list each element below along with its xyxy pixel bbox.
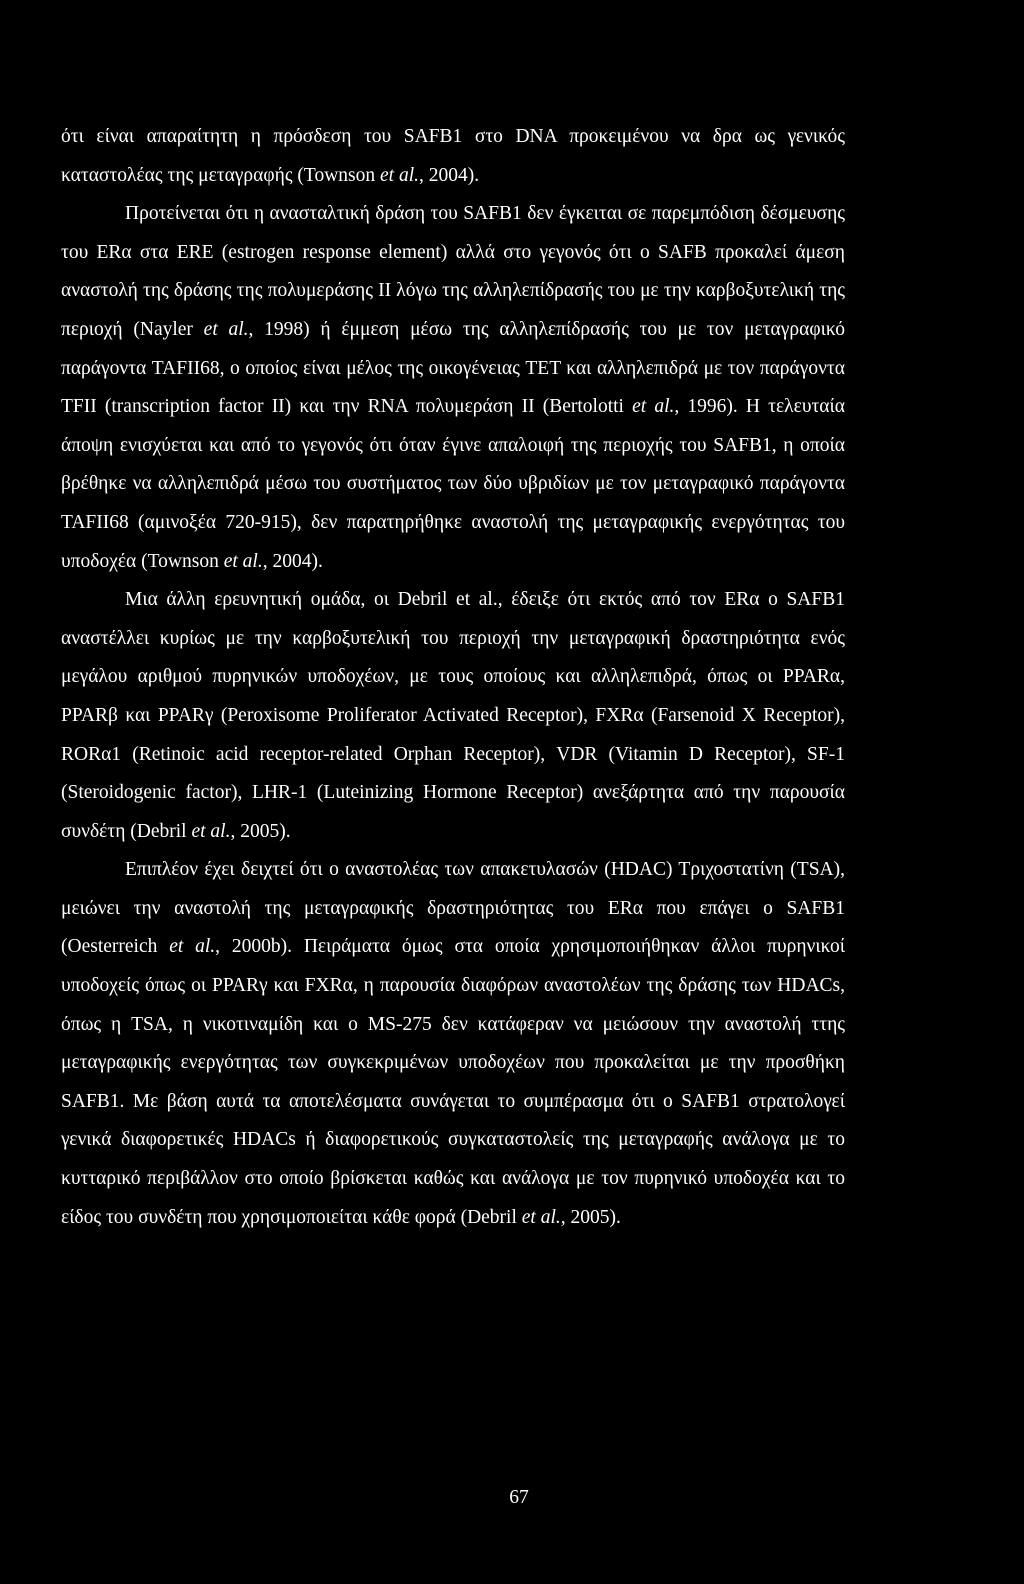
text-run: , 2004). [262,550,323,572]
citation-italic: et al. [191,820,231,842]
text-run: Μια άλλη ερευνητική ομάδα, οι Debril et al., έδειξε ότι εκτός από τον ERα ο SAFB1 αναστέλλει κυρίως με την καρβοξυτελική του περιοχή την μεταγραφική δραστηριότητα ενός μεγάλου αριθμού πυρηνικών υποδοχέων, με τους οποίους και αλληλεπιδρά, όπως οι PPARα, PPARβ και PPARγ (Peroxisome Proliferator Activated Receptor), FXRα (Farsenoid X Receptor), RORα1 (Retinoic acid receptor-related Orphan Receptor), VDR (Vitamin D Receptor), SF-1 (Steroidogenic factor), LHR-1 (Luteinizing Hormone Receptor) ανεξάρτητα από την παρουσία συνδέτη (Debril [61,589,845,842]
citation-italic: et al. [203,318,249,340]
citation-italic: et al. [380,164,420,186]
text-run: , 2000b). Πειράματα όμως στα οποία χρησιμοποιήθηκαν άλλοι πυρηνικοί υποδοχείς όπως οι PPARγ και FXRα, η παρουσία διαφόρων αναστολέων της δράσης των HDACs, όπως η TSA, η νικοτιναμίδη και ο MS-275 δεν κατάφεραν να μειώσουν την αναστολή ττης μεταγραφικής ενεργότητας των συγκεκριμένων υποδοχέων που προκαλείται με την προσθήκη SAFB1. Με βάση αυτά τα αποτελέσματα συνάγεται το συμπέρασμα ότι ο SAFB1 στρατολογεί γενικά διαφορετικές HDACs ή διαφορετικούς συγκαταστολείς της μεταγραφής ανάλογα με το κυτταρικό περιβάλλον στο οποίο βρίσκεται καθώς και ανάλογα με τον πυρηνικό υποδοχέα και το είδος του συνδέτη που χρησιμοποιείται κάθε φορά (Debril [61,936,845,1228]
citation-italic: et al. [632,396,675,418]
document-body [61,118,845,1237]
page-number: 67 [509,1487,529,1508]
paragraph-1 [61,118,845,195]
paragraph-3 [61,581,845,851]
text-run: Επιπλέον έχει δειχτεί ότι ο αναστολέας των απακετυλασών (HDAC) Τριχοστατίνη (TSA), μειώνει την αναστολή της μεταγραφικής δραστηριότητας του ERα που επάγει ο SAFB1 (Oesterreich [61,859,845,958]
text-run: , 2005). [560,1206,621,1228]
paragraph-4 [61,851,845,1237]
text-run: ότι είναι απαραίτητη η πρόσδεση του SAFB1 στο DNA προκειμένου να δρα ως γενικός καταστολέας της μεταγραφής (Townson [61,126,845,186]
text-run: , 2004). [419,164,480,186]
text-run: , 2005). [230,820,291,842]
citation-italic: et al. [223,550,263,572]
text-run: , 1996). Η τελευταία άποψη ενισχύεται και από το γεγονός ότι όταν έγινε απαλοιφή της περιοχής του SAFB1, η οποία βρέθηκε να αλληλεπιδρά μέσω του συστήματος των δύο υβριδίων με τον μεταγραφικό παράγοντα TAFII68 (αμινοξέα 720-915), δεν παρατηρήθηκε αναστολή της μεταγραφικής ενεργότητας του υποδοχέα (Townson [61,396,845,572]
text-run: Προτείνεται ότι η ανασταλτική δράση του SAFB1 δεν έγκειται σε παρεμπόδιση δέσμευσης του ERα στα ERE (estrogen response element) αλλά στο γεγονός ότι ο SAFB προκαλεί άμεση αναστολή της δράσης της πολυμεράσης II λόγω της αλληλεπίδρασής του με την καρβοξυτελική της περιοχή (Nayler [61,203,845,340]
citation-italic: et al. [169,936,216,958]
paragraph-2 [61,195,845,581]
citation-italic: et al. [521,1206,561,1228]
text-run: , 1998) ή έμμεση μέσω της αλληλεπίδρασής του με τον μεταγραφικό παράγοντα TAFII68, ο οποίος είναι μέλος της οικογένειας TET και αλληλεπιδρά με τον παράγοντα TFII (transcription factor II) και την RNA πολυμεράση II (Bertolotti [61,318,845,418]
